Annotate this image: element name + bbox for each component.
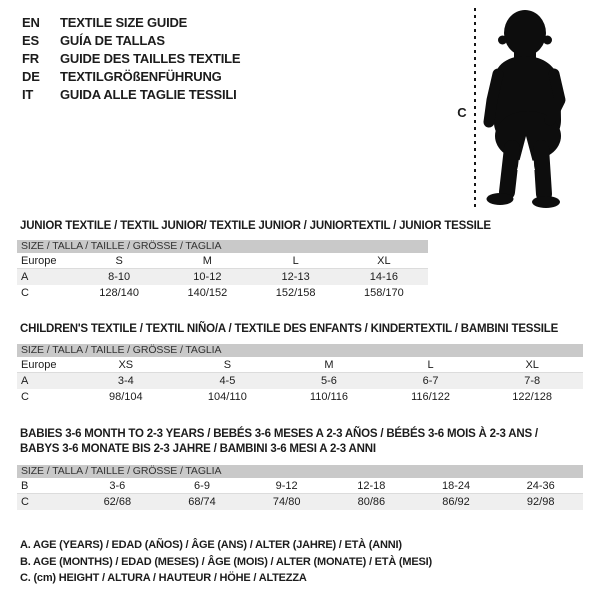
table-row-sizes [17, 253, 428, 269]
size-table-children [17, 344, 583, 405]
height-measure-label: C [457, 105, 467, 120]
note-age-years: A. AGE (YEARS) / EDAD (AÑOS) / ÂGE (ANS) / ALTER (JAHRE) / ETÀ (ANNI) [20, 539, 402, 551]
table-cell: 140/152 [187, 287, 228, 299]
baby-silhouette-icon [483, 8, 573, 208]
table-cell: 3-6 [109, 479, 126, 492]
legend-notes [20, 537, 432, 587]
table-cell: 12-13 [281, 271, 310, 283]
table-cell: 5-6 [321, 375, 337, 387]
row-label: C [21, 496, 29, 508]
row-label: C [21, 391, 29, 403]
table-row-age [17, 373, 583, 389]
table-cell: 122/128 [512, 391, 553, 403]
table-cell: 116/122 [411, 391, 451, 403]
table-cell: 110/116 [309, 391, 349, 403]
language-label: GUIDA ALLE TAGLIE TESSILI [60, 86, 237, 102]
language-list [22, 13, 240, 103]
table-cell: 6-9 [194, 479, 210, 492]
table-cell: 98/104 [108, 391, 143, 403]
section-title-children: CHILDREN'S TEXTILE / TEXTIL NIÑO/A / TEXTILE DES ENFANTS / KINDERTEXTIL / BAMBINI TESSILE [20, 323, 559, 335]
table-cell: 4-5 [219, 375, 236, 387]
language-row-fr [22, 49, 240, 67]
note-height-cm: C. (cm) HEIGHT / ALTURA / HAUTEUR / HÖHE / ALTEZZA [20, 572, 307, 584]
table-cell: 80/86 [357, 496, 386, 508]
language-code: DE [22, 68, 40, 84]
language-row-it [22, 85, 240, 103]
table-cell: 6-7 [422, 375, 439, 387]
table-row-age [17, 478, 583, 494]
baby-figure [450, 5, 585, 217]
table-cell: 68/74 [188, 496, 216, 508]
table-cell: L [427, 358, 434, 371]
table-cell: 9-12 [275, 479, 298, 492]
language-row-es [22, 31, 240, 49]
size-table-junior [17, 240, 428, 301]
table-cell: 104/110 [207, 391, 247, 403]
language-code: EN [22, 14, 40, 30]
row-label: Europe [21, 358, 57, 371]
table-header-bar: SIZE / TALLA / TAILLE / GRÖSSE / TAGLIA [17, 240, 428, 253]
language-label: GUÍA DE TALLAS [60, 32, 165, 48]
table-cell: 12-18 [357, 479, 386, 492]
table-row-age [17, 269, 428, 285]
language-row-de [22, 67, 240, 85]
height-dotted-line [474, 8, 476, 211]
table-cell: M [202, 254, 212, 267]
table-row-height [17, 389, 583, 405]
language-label: TEXTILE SIZE GUIDE [60, 14, 188, 30]
note-age-months: B. AGE (MONTHS) / EDAD (MESES) / ÂGE (MOIS) / ALTER (MONATE) / ETÀ (MESI) [20, 555, 432, 568]
table-cell: 3-4 [117, 375, 134, 387]
table-cell: 92/98 [526, 496, 555, 508]
table-cell: L [292, 254, 299, 267]
table-cell: 74/80 [272, 496, 301, 508]
section-title-line: BABYS 3-6 MONATE BIS 2-3 JAHRE / BAMBINI 3-6 MESI A 2-3 ANNI [20, 443, 376, 455]
language-label: TEXTILGRÖßENFÜHRUNG [60, 68, 222, 84]
table-row-height [17, 285, 428, 301]
row-label: C [21, 287, 29, 299]
table-cell: XL [525, 358, 539, 371]
table-cell: 18-24 [441, 479, 471, 492]
table-cell: 10-12 [193, 271, 222, 283]
size-table-babies [17, 465, 583, 510]
language-code: FR [22, 50, 39, 66]
section-title-babies [20, 427, 538, 457]
table-cell: 24-36 [526, 479, 555, 492]
language-code: IT [22, 86, 34, 102]
row-label: A [21, 375, 29, 387]
table-cell: S [115, 254, 123, 267]
section-title-junior: JUNIOR TEXTILE / TEXTIL JUNIOR/ TEXTILE JUNIOR / JUNIORTEXTIL / JUNIOR TESSILE [20, 220, 491, 232]
table-cell: S [223, 358, 232, 371]
table-cell: M [324, 358, 334, 371]
language-code: ES [22, 32, 39, 48]
table-cell: 128/140 [99, 287, 139, 299]
row-label: Europe [21, 254, 57, 267]
table-row-sizes [17, 357, 583, 373]
row-label: B [21, 479, 29, 492]
language-label: GUIDE DES TAILLES TEXTILE [60, 50, 241, 66]
section-title-line: BABIES 3-6 MONTH TO 2-3 YEARS / BEBÉS 3-6 MESES A 2-3 AÑOS / BÉBÉS 3-6 MOIS À 2-3 ANS / [20, 428, 538, 440]
row-label: A [21, 271, 29, 283]
table-row-height [17, 494, 583, 510]
table-cell: 8-10 [108, 271, 131, 283]
table-cell: XL [377, 254, 391, 267]
table-cell: 14-16 [369, 271, 398, 283]
table-cell: XS [118, 358, 134, 371]
table-cell: 152/158 [275, 287, 316, 299]
language-row-en [22, 13, 240, 31]
table-cell: 158/170 [363, 287, 404, 299]
table-cell: 62/68 [103, 496, 132, 508]
table-header-bar: SIZE / TALLA / TAILLE / GRÖSSE / TAGLIA [17, 465, 583, 478]
table-cell: 86/92 [442, 496, 470, 508]
table-header-bar: SIZE / TALLA / TAILLE / GRÖSSE / TAGLIA [17, 344, 583, 357]
table-cell: 7-8 [524, 375, 541, 387]
